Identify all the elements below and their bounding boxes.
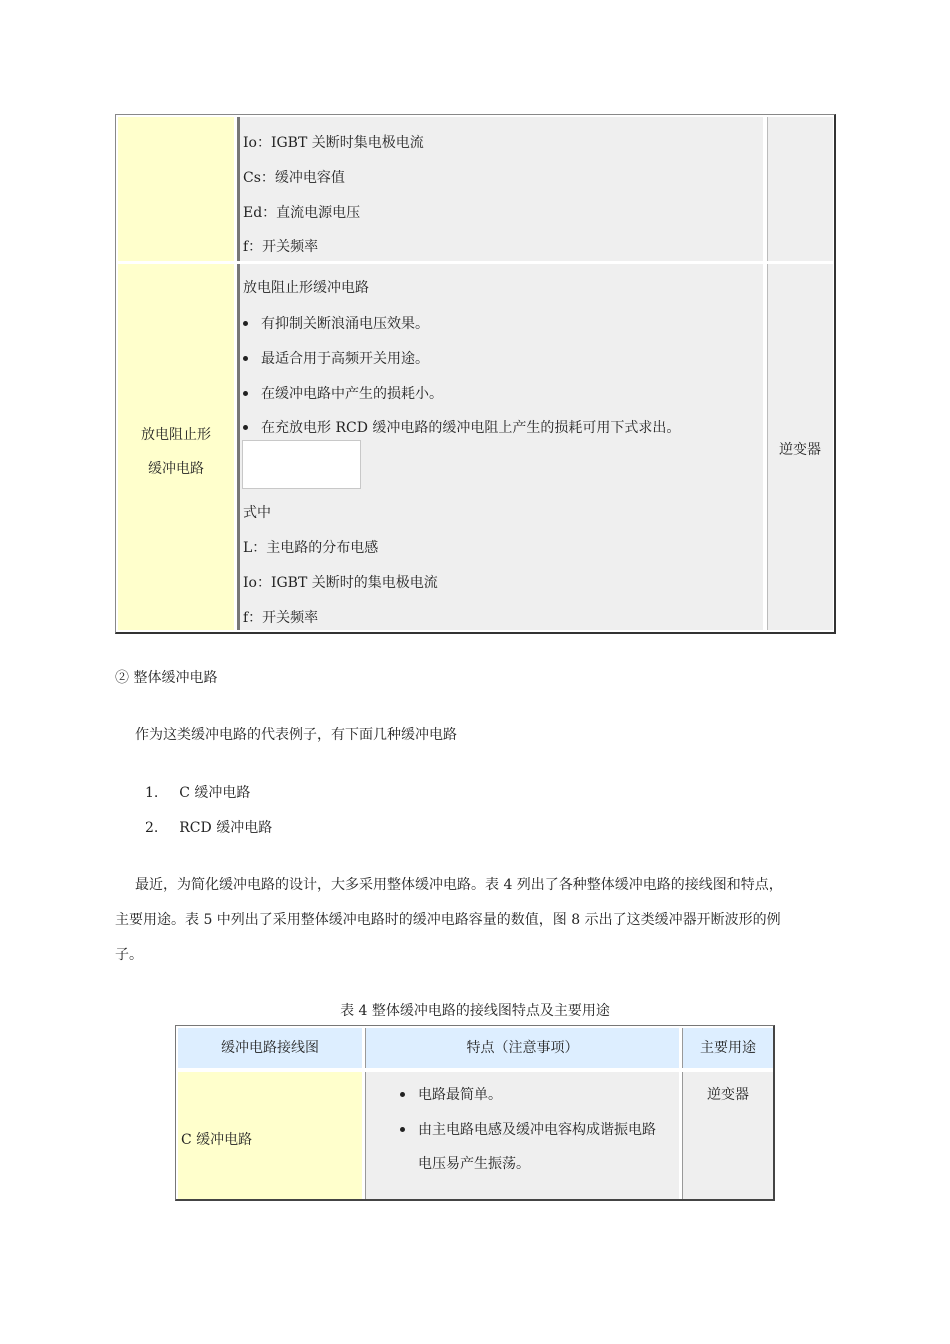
formula-image-placeholder [242,440,361,489]
row2-usage-cell [765,264,833,630]
list-text: C 缓冲电路 [179,785,251,801]
list-number: 2. [145,820,159,836]
bullet-dot-icon [243,356,248,361]
table4-bullet: 由主电路电感及缓冲电容构成谐振电路 [400,1119,656,1139]
row1-line-io: Io：IGBT 关断时集电极电流 [243,135,424,151]
table4-row1-name-cell [178,1072,362,1199]
list-item [145,782,250,802]
paragraph-line1: 最近，为简化缓冲电路的设计，大多采用整体缓冲电路。表 4 列出了各种整体缓冲电路的接线图和特点， [135,877,783,893]
bullet-dot-icon [243,321,248,326]
row2-name-cell [118,264,234,630]
snubber-table-continued [115,114,836,634]
table4-row1-usage: 逆变器 [707,1087,749,1103]
table4-row1-features-cell [365,1072,679,1199]
paragraph-line3: 子。 [115,947,143,963]
table4-bullet-continuation: 电压易产生振荡。 [418,1156,530,1172]
row1-line-cs: Cs：缓冲电容值 [243,170,345,186]
table4-bullet: 电路最简单。 [400,1084,502,1104]
table4-header-usage: 主要用途 [682,1028,773,1068]
row2-bullet: 有抑制关断浪涌电压效果。 [243,313,429,333]
row2-line-l: L：主电路的分布电感 [243,540,379,556]
table4 [175,1025,775,1201]
table4-header-diagram: 缓冲电路接线图 [178,1028,362,1068]
row2-line-f: f：开关频率 [243,610,319,626]
section-intro: 作为这类缓冲电路的代表例子，有下面几种缓冲电路 [135,727,457,743]
row2-bullet: 在缓冲电路中产生的损耗小。 [243,383,443,403]
section-heading: ② 整体缓冲电路 [115,670,218,686]
row1-usage-cell [765,117,833,261]
row2-where: 式中 [243,505,271,521]
bullet-dot-icon [243,425,248,430]
table4-header-features: 特点（注意事项） [365,1028,679,1068]
row1-name-cell [118,117,234,261]
row2-usage: 逆变器 [779,442,821,458]
row1-line-ed: Ed：直流电源电压 [243,205,361,221]
bullet-dot-icon [400,1127,405,1132]
list-text: RCD 缓冲电路 [179,820,273,836]
row2-bullet: 在充放电形 RCD 缓冲电路的缓冲电阻上产生的损耗可用下式求出。 [243,417,680,437]
row1-description-cell [237,117,763,261]
bullet-dot-icon [400,1092,405,1097]
row2-heading: 放电阻止形缓冲电路 [243,280,369,296]
bullet-dot-icon [243,391,248,396]
table4-row1-name: C 缓冲电路 [181,1132,253,1148]
row2-name-line1: 放电阻止形 [141,427,211,443]
table4-caption: 表 4 整体缓冲电路的接线图特点及主要用途 [340,1003,610,1019]
list-item [145,817,272,837]
row1-line-f: f：开关频率 [243,239,319,255]
row2-name-line2: 缓冲电路 [148,461,204,477]
row2-description-cell [237,264,763,630]
row2-line-io: Io：IGBT 关断时的集电极电流 [243,575,438,591]
paragraph-line2: 主要用途。表 5 中列出了采用整体缓冲电路时的缓冲电路容量的数值，图 8 示出了这类缓冲器开断波形的例 [115,912,781,928]
list-number: 1. [145,785,159,801]
table4-row1-usage-cell [682,1072,773,1199]
row2-bullet: 最适合用于高频开关用途。 [243,348,429,368]
